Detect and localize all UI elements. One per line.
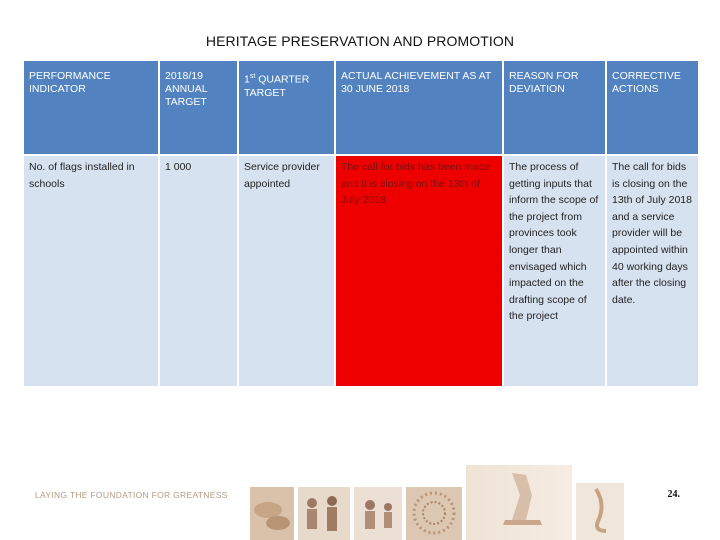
hands-photo bbox=[250, 487, 294, 540]
dancer-photo bbox=[466, 465, 572, 540]
header-first-quarter-target bbox=[239, 61, 334, 154]
header-annual-target: 2018/19 ANNUAL TARGET bbox=[160, 61, 237, 154]
footer-image-strip bbox=[250, 465, 720, 540]
header-corrective-actions: CORRECTIVE ACTIONS bbox=[607, 61, 698, 154]
slide-title: HERITAGE PRESERVATION AND PROMOTION bbox=[205, 33, 515, 49]
saxophone-photo bbox=[576, 483, 624, 540]
family-photo bbox=[298, 487, 350, 540]
header-q1-suffix: st bbox=[249, 73, 256, 80]
cell-performance-indicator: No. of flags installed in schools bbox=[24, 156, 158, 386]
cell-reason-for-deviation: The process of getting inputs that inform the scope of the project from provinces took longer than envisaged which impacted on the drafting scope of the project bbox=[504, 156, 605, 386]
footer-slogan: LAYING THE FOUNDATION FOR GREATNESS bbox=[35, 490, 228, 500]
page-number: 24. bbox=[667, 489, 680, 500]
header-actual-achievement: ACTUAL ACHIEVEMENT AS AT 30 JUNE 2018 bbox=[336, 61, 502, 154]
cell-actual-achievement: The call for bids has been made and it is closing on the 13th of July 2018. bbox=[336, 156, 502, 386]
pattern-photo bbox=[406, 487, 462, 540]
children-photo bbox=[354, 487, 402, 540]
header-performance-indicator: PERFORMANCE INDICATOR bbox=[24, 61, 158, 154]
header-q1-number: 1 bbox=[244, 73, 250, 86]
header-q1-label: QUARTER TARGET bbox=[244, 73, 310, 99]
table-header-row bbox=[24, 61, 698, 154]
cell-first-quarter-target: Service provider appointed bbox=[239, 156, 334, 386]
performance-table bbox=[22, 59, 700, 388]
header-reason-for-deviation: REASON FOR DEVIATION bbox=[504, 61, 605, 154]
table-row bbox=[24, 156, 698, 386]
cell-corrective-actions: The call for bids is closing on the 13th of July 2018 and a service provider will be appointed within 40 working days after the closing date. bbox=[607, 156, 698, 386]
cell-annual-target: 1 000 bbox=[160, 156, 237, 386]
